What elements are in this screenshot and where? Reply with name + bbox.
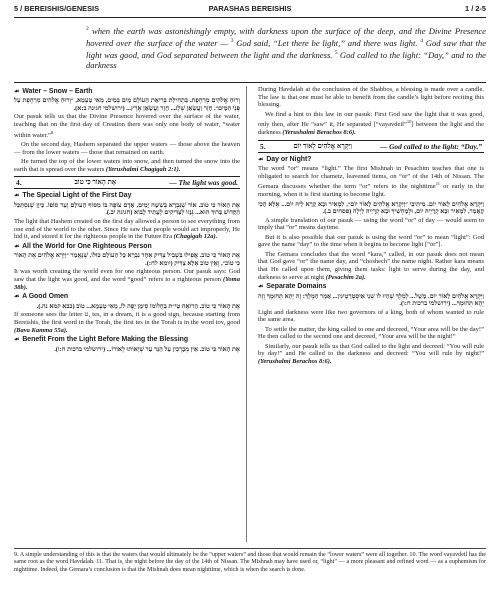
commentary-paragraph: During Havdalah at the conclusion of the Shabbos, a blessing is made over a candle. The law is that one must be able to benefit from the candle’s light before reciting this blessing.	[258, 86, 484, 109]
left-column	[14, 86, 240, 354]
verse-box-text: The light was good.	[178, 178, 238, 188]
section-heading: ☙ Benefit From the Light Before Making the Blessing	[14, 336, 189, 344]
commentary-paragraph: The word “or” means “light.” The first Mishnah in Pesachim teaches that one is obligated to search for chametz, leavened items, on “or” of the 14th of Nissan. The Gemara discusses whether the term “or” refers to the nighttime$^{11}$ or early in the morning, when it is first starting to become light.	[258, 165, 484, 199]
verse-number: 4	[420, 38, 424, 45]
hebrew-source: אֶת הָאוֹר כִּי טוֹב. אֵין מְבָרְכִין עַל הַנֵּר עַד שֶׁיֵּאוֹתוּ לְאוֹרוֹ... (ירושלמי ברכות ח:ו).	[54, 345, 240, 353]
section-heading: ☙ A Good Omen	[14, 293, 69, 301]
verse-box-number: 5.	[260, 141, 266, 151]
ornament-icon: ☙	[14, 294, 20, 301]
commentary-paragraph: On the second day, Hashem separated the upper waters — those above the heaven — from the lower waters — those that remained on earth.	[14, 141, 240, 156]
commentary-paragraph: If someone sees the letter ט, tes, in a dream, it is a good sign, because starting from Bereishis, the first word in the Torah, the first tes in the Torah is in the word tov, good (Bava Kamma 55a).	[14, 311, 240, 334]
verse-text: God called to the light: “Day,” and to the darkness	[86, 50, 486, 71]
hebrew-source: וְרוּחַ אֱלֹהִים מְרַחֶפֶת. בִּתְחִילַּת בְּרִיאַת הָעוֹלָם מַיִם בְּמַיִם, מֵאִי טַעְמָא, ״וְרוּחַ אֱלֹהִים מְרַחֶפֶת עַל פְּנֵי הַמָּיִם״. חָזַר וַעֲשָׂאָן שֶׁלֶג... חָזַר וַעֲשָׂאָן אֶרֶץ... (ירושלמי חגיגה ב:א).	[14, 97, 240, 112]
hebrew-source: אֶת הָאוֹר כִּי טוֹב. הָרוֹאֶה טֵי״ת בַּחֲלוֹמוֹ סִימָן יָפֶה לוֹ, מֵאִי טַעְמָא... טוֹב (בבא קמא נה.).	[36, 302, 240, 310]
ornament-icon: ☙	[14, 243, 20, 250]
verse-number: 5	[334, 50, 338, 57]
verse-text: God said, “Let there be light,” and there was light.	[236, 38, 418, 49]
hebrew-source: אֶת הָאוֹר כִּי טוֹב. אֲפִילוּ בִּשְׁבִיל צַדִּיק אֶחָד נִבְרָא כָּל הָעוֹלָם כּוּלּוֹ, שֶׁנֶּאֱמַר ״וַיַּרְא אֱלֹהִים אֶת הָאוֹר כִּי טוֹב״, וְאֵין טוֹב אֶלָּא צַדִּיק (יומא לח:).	[14, 252, 240, 267]
verse-number: 2	[86, 26, 89, 32]
verse-number: 3	[230, 38, 234, 45]
verse-box: 4. אֶת הָאוֹר כִּי טוֹב — The light was good.	[14, 176, 240, 189]
commentary-paragraph: A simple translation of our pasuk — using the word “or” of day — would seem to imply that “or” means daytime.	[258, 216, 484, 232]
right-column	[258, 86, 484, 367]
hebrew-source: וַיִּקְרָא אֱלֹהִים לָאוֹר יוֹם. מִיתִיבֵי ״וַיִּקְרָא אֱלֹהִים לָאוֹר יוֹם״, לִמְאִיר וּבָא קָרָא לֵיהּ יוֹם... אֶלָּא הָכִי קָאָמַר, לִמְאִיר וּבָא קְרָיֵיהּ יוֹם, וּלְמַחְשִׁיךְ וּבָא קְרָיֵיהּ לַיְלָה (פסחים ב.).	[258, 200, 484, 216]
ornament-icon: ☙	[14, 337, 20, 344]
hebrew-source: אֶת הָאוֹר כִּי טוֹב. אוֹר שֶׁנִּבְרָא בְּשִׁשָּׁה יָמִים, אָדָם צוֹפֶה בּוֹ מִסּוֹף הָעוֹלָם וְעַד סוֹפוֹ. כֵּיוָן שֶׁנִּסְתַּכֵּל הַקָּדוֹשׁ בָּרוּךְ הוּא... גְּנָזוֹ לַצַּדִּיקִים לֶעָתִיד לָבוֹא (חגיגה יב.).	[14, 201, 240, 217]
verse-text: when the earth was astonishingly empty, with darkness upon the surface of the deep, and the Divine Presence hovered over the surface of the water —	[86, 25, 486, 49]
commentary-paragraph: He turned the top of the lower waters into snow, and then turned the snow into the earth that is spread over the waters (Yerushalmi Chagigah 2:1).	[14, 158, 240, 173]
column-divider	[246, 86, 247, 542]
ornament-icon: ☙	[258, 156, 264, 163]
section-heading: ☙ All the World for One Righteous Person	[14, 242, 152, 250]
footnotes: 9. A simple understanding of this is that the waters that would ultimately be the “upper waters” and those that would remain the “lower waters” were all together. 10. The word vayavdeil has the same root as the word Havdalah. 11. That is, the night before the day of the 14th of Nissan. The Mishnah may have used or, “light” — a more pleasant and refined word — as a euphemism for nighttime. Indeed, the Gemara’s conclusion is that the Mishnah does mean nighttime, which is when the search is done.	[14, 552, 486, 573]
running-header	[14, 4, 486, 18]
commentary-paragraph: The light that Hashem created on the first day allowed a person to see everything from one end of the world to the other. Since He saw that people would act improperly, He hid it, and stored it for the righteous people in the Future Era (Chagigah 12a).	[14, 217, 240, 241]
header-right: 1 / 2-5	[465, 4, 486, 13]
verse-text: God saw that the light was good, and God separated between the light and the darkness.	[86, 38, 487, 61]
ornament-icon: ☙	[258, 284, 264, 291]
footnote-divider	[14, 548, 486, 549]
section-heading: ☙ Day or Night?	[258, 155, 312, 163]
commentary-paragraph: But it is also possible that our pasuk is using the word “or” to mean “light”: God gave the name “day” to the time when it begins to become light [“or”].	[258, 233, 484, 249]
ornament-icon: ☙	[14, 193, 20, 200]
commentary-paragraph: Similarly, our pasuk tells us that God called to the light and decreed: “You will rule by day!” and He called to the darkness and decreed: “You will rule by night!” (Yerushalmi Berachos 8:6).	[258, 342, 484, 365]
commentary-paragraph: It was worth creating the world even for one righteous person. Our pasuk says: God saw that the light was good, and the word “good” refers to a righteous person (Yoma 38b).	[14, 268, 240, 291]
header-left: 5 / BEREISHIS/GENESIS	[14, 4, 100, 13]
verse-box-hebrew: וַיִּקְרָא אֱלֹהִים לָאוֹר יוֹם	[293, 142, 352, 150]
section-heading: ☙ Water – Snow – Earth	[14, 88, 93, 95]
commentary-paragraph: To settle the matter, the king called to one and decreed, “Your area will be the day!” He then called to the second one and decreed, “Your area will be the night!”	[258, 325, 484, 341]
verse-translation	[86, 24, 486, 71]
header-title: PARASHAS BEREISHIS	[208, 4, 292, 13]
section-heading: ☙ The Special Light of the First Day	[14, 192, 132, 200]
commentary-paragraph: We find a hint to this law in our pasuk: First God saw the light that it was good, only then, after He “saw” it, He separated [“vayavdeil”$^{10}$] between the light and the darkness (Yerushalmi Berachos 8:6).	[258, 110, 484, 137]
verse-box: 5. וַיִּקְרָא אֱלֹהִים לָאוֹר יוֹם — God called to the light: “Day.”	[260, 141, 482, 151]
ornament-icon: ☙	[14, 89, 20, 95]
section-heading: ☙ Separate Domains	[258, 283, 327, 291]
commentary-paragraph: The Gemara concludes that the word “kara,” called, in our pasuk does not mean that God gave “or” the name day, and “choshech” the name night. Rather kara means that He called upon them, giving them tasks: light to serve during the day, and darkness to serve at night (Pesachim 2a).	[258, 250, 484, 281]
verse-box-hebrew: אֶת הָאוֹר כִּי טוֹב	[74, 179, 117, 187]
verse-box-number: 4.	[16, 178, 22, 188]
hebrew-source: וַיִּקְרָא אֱלֹהִים לָאוֹר יוֹם. מָשָׁל... לְמֶלֶךְ שֶׁהָיוּ לוֹ שְׁנֵי אִיסְטְרָטֵיגִין... אָמַר הַמֶּלֶךְ: זֶה יְהֵא תְּחוּמֶךָ וְזֶה יְהֵא תְּחוּמֶךָ... (ירושלמי ברכות ח:ו).	[258, 292, 484, 308]
verse-box-text: God called to the light: “Day.”	[389, 141, 482, 151]
commentary-paragraph: Light and darkness were like two governors of a king, both of whom wanted to rule the same area.	[258, 308, 484, 324]
commentary-paragraph: Our pasuk tells us that the Divine Presence hovered over the surface of the water, teaching that on the first day of Creation there was only one body of water, “water within water.”$^8$	[14, 113, 240, 139]
verse-divider	[14, 82, 486, 83]
